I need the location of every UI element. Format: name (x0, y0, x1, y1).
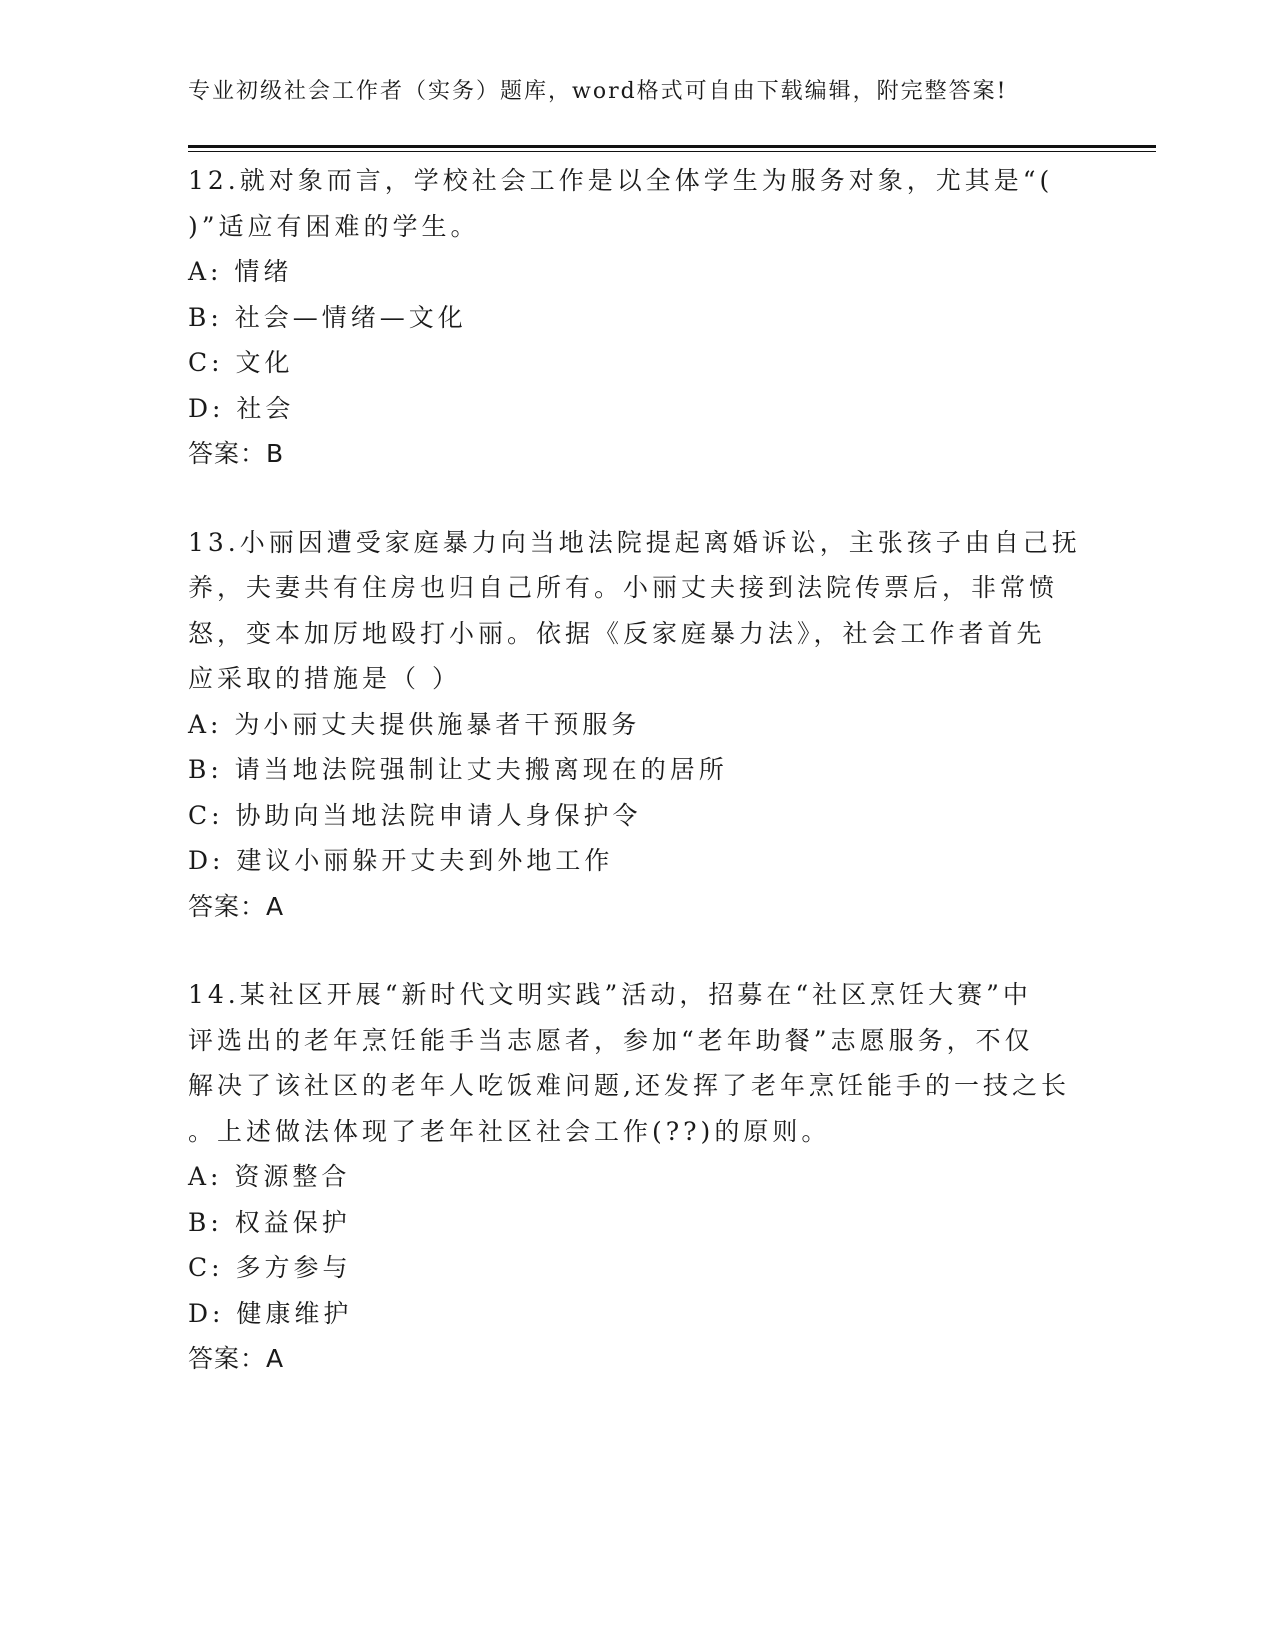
question-stem (188, 972, 1088, 1154)
option-a: A: 资源整合 (188, 1162, 351, 1191)
option-d: D: 社会 (188, 393, 295, 423)
stem-line: 。上述做法体现了老年社区社会工作(??)的原则。 (188, 1116, 831, 1146)
header-rule-thick (188, 145, 1156, 148)
stem-line: 怒，变本加厉地殴打小丽。依据《反家庭暴力法》，社会工作者首先 (188, 618, 1046, 648)
question-13 (188, 520, 1088, 930)
stem-line: 13.小丽因遭受家庭暴力向当地法院提起离婚诉讼，主张孩子由自己抚 (188, 527, 1081, 557)
question-14 (188, 972, 1088, 1382)
stem-line: 养，夫妻共有住房也归自己所有。小丽丈夫接到法院传票后，非常愤 (188, 573, 1059, 602)
option-a: A: 情绪 (188, 257, 293, 286)
option-c: C: 多方参与 (188, 1253, 352, 1282)
question-stem (188, 520, 1088, 702)
option-b: B: 权益保护 (188, 1207, 351, 1237)
question-list (188, 158, 1088, 1425)
option-c: C: 文化 (188, 348, 294, 377)
option-b: B: 社会—情绪—文化 (188, 302, 467, 332)
option-a: A: 为小丽丈夫提供施暴者干预服务 (188, 709, 641, 739)
stem-line: 解决了该社区的老年人吃饭难问题,还发挥了老年烹饪能手的一技之长 (188, 1071, 1070, 1100)
option-d: D: 健康维护 (188, 1298, 353, 1328)
stem-line: 应采取的措施是（ ） (188, 664, 461, 693)
option-c: C: 协助向当地法院申请人身保护令 (188, 800, 642, 830)
stem-line: 14.某社区开展“新时代文明实践”活动，招募在“社区烹饪大赛”中 (188, 980, 1032, 1009)
header-rule-thin (188, 151, 1156, 152)
question-12 (188, 158, 1088, 477)
stem-line: 12.就对象而言，学校社会工作是以全体学生为服务对象，尤其是“( (188, 166, 1054, 195)
answer: 答案：A (188, 1344, 285, 1373)
answer: 答案：B (188, 439, 285, 468)
question-stem (188, 158, 1088, 249)
option-d: D: 建议小丽躲开丈夫到外地工作 (188, 846, 614, 875)
answer: 答案：A (188, 891, 285, 921)
stem-line: )”适应有困难的学生。 (188, 211, 480, 241)
option-b: B: 请当地法院强制让丈夫搬离现在的居所 (188, 755, 728, 784)
stem-line: 评选出的老年烹饪能手当志愿者，参加“老年助餐”志愿服务，不仅 (188, 1025, 1034, 1055)
page-header: 专业初级社会工作者（实务）题库，word格式可自由下载编辑，附完整答案! (188, 79, 1008, 104)
